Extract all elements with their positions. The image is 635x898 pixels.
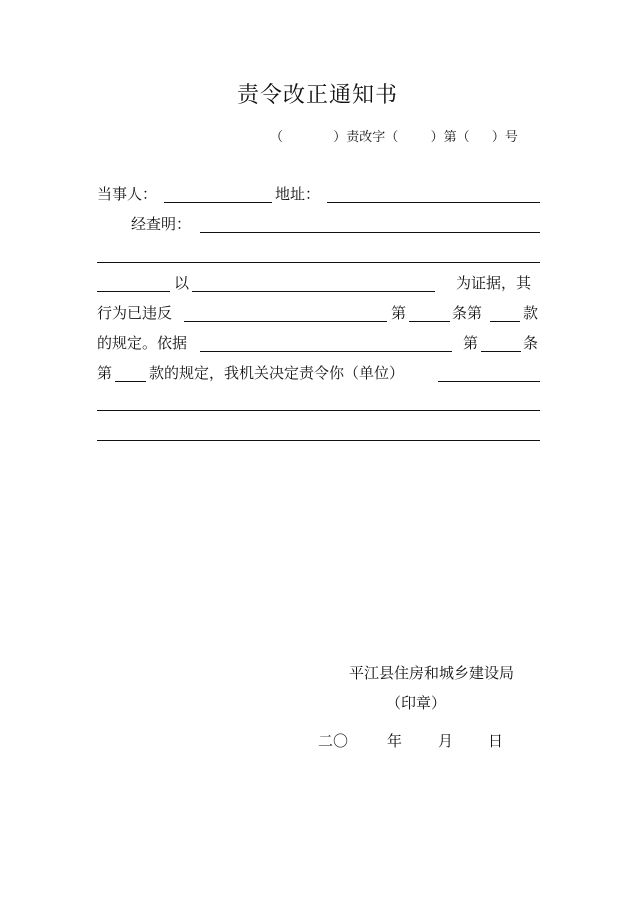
- year-prefix: 二〇: [318, 732, 349, 750]
- order-text: 款的规定，我机关决定责令你（单位）: [149, 364, 405, 382]
- address-field[interactable]: [327, 202, 540, 203]
- violated-text: 行为已违反: [97, 304, 173, 322]
- di-text-1: 第: [391, 304, 407, 322]
- violated-law-field[interactable]: [184, 321, 387, 322]
- yi-text: 以: [174, 274, 190, 292]
- violated-clause-field[interactable]: [490, 321, 520, 322]
- findings-field-3[interactable]: [97, 291, 170, 292]
- order-field-3[interactable]: [97, 440, 540, 441]
- order-field-2[interactable]: [97, 410, 540, 411]
- doc-number-open: （: [270, 130, 284, 145]
- party-field[interactable]: [164, 202, 272, 203]
- party-label: 当事人：: [97, 185, 158, 203]
- seal-label: （印章）: [386, 694, 447, 712]
- day-label: 日: [488, 732, 504, 750]
- address-label: 地址：: [275, 185, 321, 203]
- basis-clause-field[interactable]: [115, 381, 146, 382]
- kuan-text-1: 款: [523, 304, 539, 322]
- di-text-3: 第: [97, 364, 113, 382]
- findings-field-1[interactable]: [200, 232, 540, 233]
- doc-number-di: ）第（: [430, 130, 470, 145]
- tiao-text-2: 条: [523, 334, 539, 352]
- doc-number-hao: ）号: [491, 130, 518, 145]
- as-evidence-text: 为证据，其: [456, 274, 532, 292]
- provisions-basis-text: 的规定。依据: [97, 334, 188, 352]
- violated-article-field[interactable]: [409, 321, 450, 322]
- year-label: 年: [387, 732, 403, 750]
- findings-field-2[interactable]: [97, 262, 540, 263]
- basis-article-field[interactable]: [481, 351, 521, 352]
- doc-number-zigai: ）责改字（: [333, 130, 399, 145]
- page-title: 责令改正通知书: [236, 83, 398, 108]
- document-number: [270, 126, 518, 145]
- di-text-2: 第: [463, 334, 479, 352]
- basis-law-field[interactable]: [200, 351, 452, 352]
- order-field-1[interactable]: [438, 381, 540, 382]
- month-label: 月: [438, 732, 454, 750]
- tiao-di-text-1: 条第: [452, 304, 483, 322]
- found-label: 经查明：: [131, 215, 192, 233]
- issuing-agency: 平江县住房和城乡建设局: [349, 664, 515, 682]
- evidence-field[interactable]: [192, 291, 435, 292]
